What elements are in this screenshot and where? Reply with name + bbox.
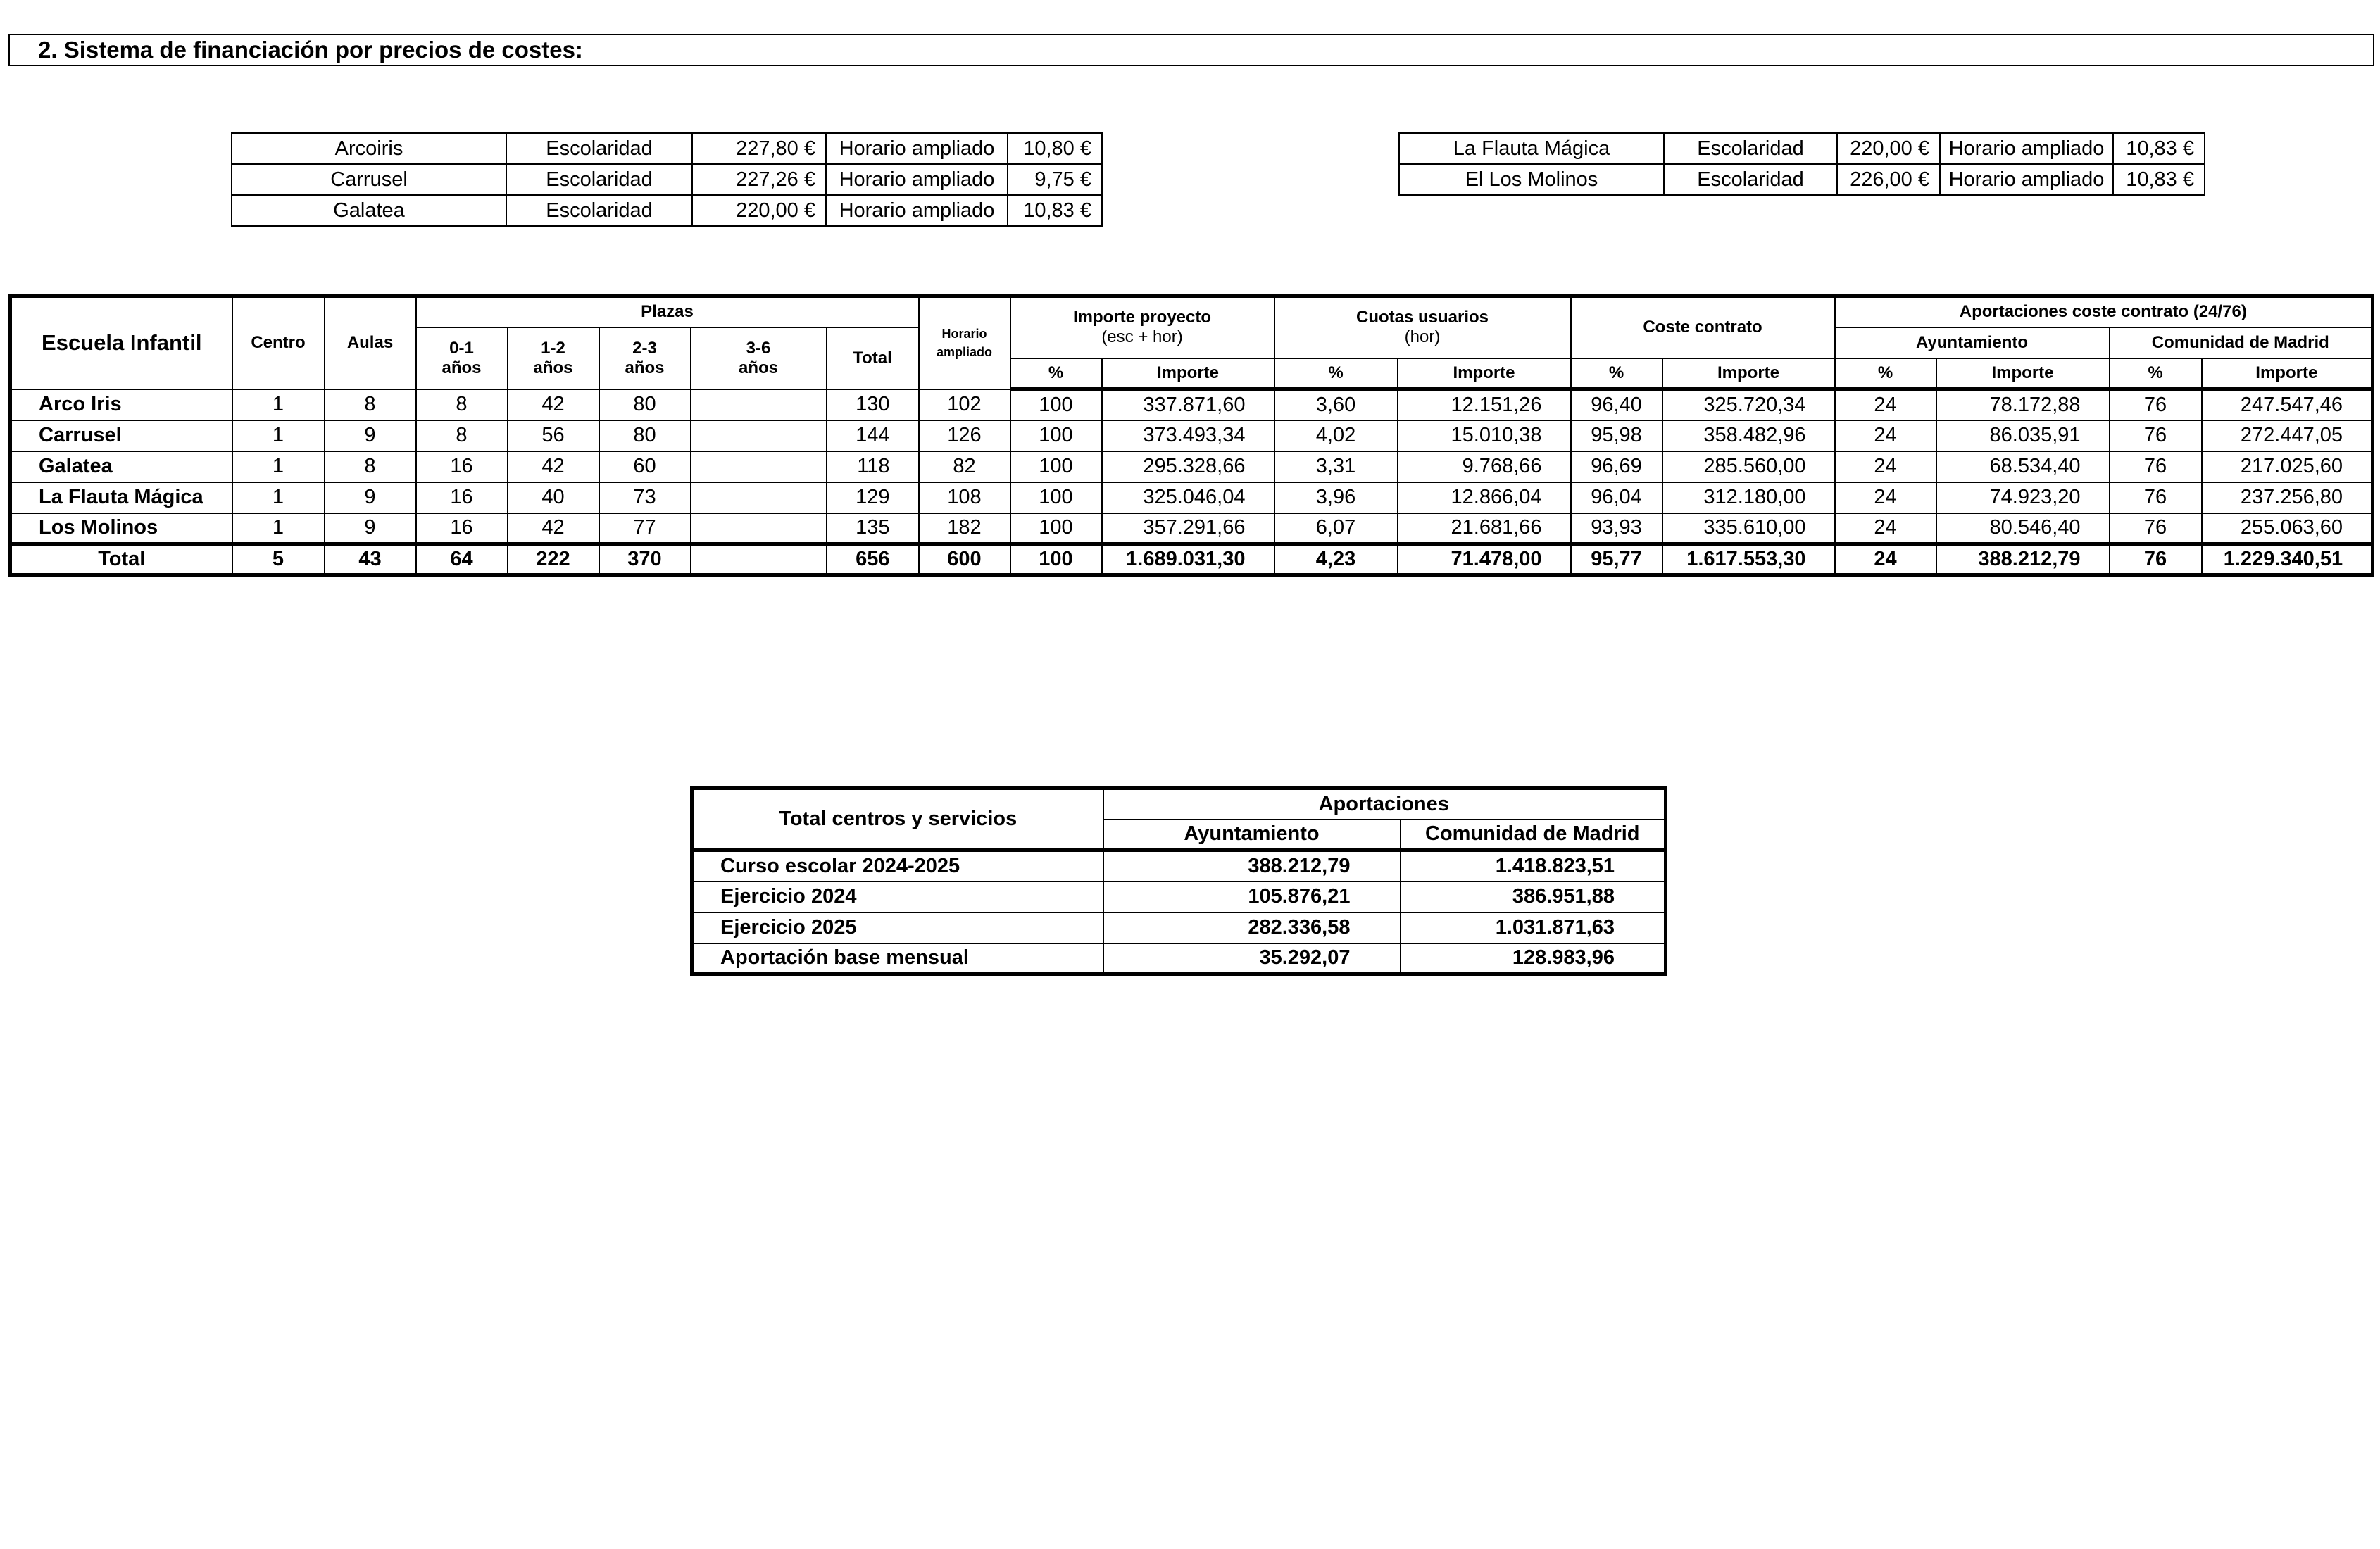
price-school: El Los Molinos <box>1399 164 1664 195</box>
cell-cm-imp: 247.547,46 <box>2202 389 2373 420</box>
price-row <box>1399 133 2205 164</box>
price-school: La Flauta Mágica <box>1399 133 1664 164</box>
cell-name: Galatea <box>11 451 232 482</box>
cell-total: 135 <box>827 513 919 544</box>
summary-header-comunidad: Comunidad de Madrid <box>1401 820 1666 851</box>
price-school: Carrusel <box>232 164 506 195</box>
cell-ay-pct: 24 <box>1835 513 1936 544</box>
cell-cc-pct: 96,04 <box>1571 482 1662 513</box>
cell-ay-pct: 24 <box>1835 451 1936 482</box>
cell-cm-imp: 237.256,80 <box>2202 482 2373 513</box>
age-unit: años <box>441 358 482 377</box>
header-plazas: Plazas <box>416 296 919 327</box>
price-row <box>1399 164 2205 195</box>
summary-header-left: Total centros y servicios <box>692 789 1103 851</box>
header-comunidad: Comunidad de Madrid <box>2110 327 2373 358</box>
header-ip-importe: Importe <box>1102 358 1274 389</box>
price-extra-label: Horario ampliado <box>826 133 1008 164</box>
table-row <box>11 513 2373 544</box>
cell-cm-pct: 76 <box>2110 389 2202 420</box>
cell-ip-imp: 1.689.031,30 <box>1102 544 1274 575</box>
cell-ip-pct: 100 <box>1010 451 1102 482</box>
price-school: Galatea <box>232 195 506 226</box>
cell-p12: 42 <box>508 513 599 544</box>
cell-p12: 40 <box>508 482 599 513</box>
cell-horario: 82 <box>919 451 1010 482</box>
cell-ay-pct: 24 <box>1835 544 1936 575</box>
header-ip-pct: % <box>1010 358 1102 389</box>
cell-total: 118 <box>827 451 919 482</box>
summary-comunidad: 1.031.871,63 <box>1401 913 1666 943</box>
cell-name: Total <box>11 544 232 575</box>
cell-cm-pct: 76 <box>2110 513 2202 544</box>
price-row <box>232 195 1102 226</box>
cell-p23: 77 <box>599 513 691 544</box>
table-row <box>11 451 2373 482</box>
cell-ip-imp: 357.291,66 <box>1102 513 1274 544</box>
cell-p23: 80 <box>599 420 691 451</box>
cell-p23: 370 <box>599 544 691 575</box>
cell-centro: 1 <box>232 513 325 544</box>
price-concept: Escolaridad <box>506 164 692 195</box>
price-extra-value: 10,83 € <box>2113 133 2205 164</box>
header-horario <box>919 296 1010 389</box>
cell-name: Carrusel <box>11 420 232 451</box>
header-cuotas-sub: (hor) <box>1404 327 1441 347</box>
cell-p12: 222 <box>508 544 599 575</box>
cell-cc-pct: 95,77 <box>1571 544 1662 575</box>
price-extra-label: Horario ampliado <box>826 195 1008 226</box>
cell-centro: 1 <box>232 482 325 513</box>
cell-horario: 102 <box>919 389 1010 420</box>
cell-ay-imp: 68.534,40 <box>1936 451 2110 482</box>
header-cc-importe: Importe <box>1662 358 1835 389</box>
cell-p12: 56 <box>508 420 599 451</box>
header-ayuntamiento: Ayuntamiento <box>1835 327 2110 358</box>
cell-cu-pct: 3,31 <box>1274 451 1398 482</box>
cell-horario: 126 <box>919 420 1010 451</box>
cell-cm-imp: 272.447,05 <box>2202 420 2373 451</box>
header-ay-pct: % <box>1835 358 1936 389</box>
cell-centro: 1 <box>232 420 325 451</box>
cell-cc-imp: 325.720,34 <box>1662 389 1835 420</box>
cell-aulas: 9 <box>325 482 416 513</box>
price-value: 227,80 € <box>692 133 826 164</box>
price-value: 227,26 € <box>692 164 826 195</box>
header-total: Total <box>827 327 919 389</box>
header-aportaciones: Aportaciones coste contrato (24/76) <box>1835 296 2373 327</box>
price-extra-value: 9,75 € <box>1008 164 1102 195</box>
summary-label: Aportación base mensual <box>692 943 1103 974</box>
cell-horario: 108 <box>919 482 1010 513</box>
cell-total: 144 <box>827 420 919 451</box>
cell-ip-imp: 295.328,66 <box>1102 451 1274 482</box>
cell-name: Los Molinos <box>11 513 232 544</box>
cell-cu-pct: 3,96 <box>1274 482 1398 513</box>
cell-aulas: 8 <box>325 451 416 482</box>
price-extra-value: 10,80 € <box>1008 133 1102 164</box>
cell-ay-imp: 74.923,20 <box>1936 482 2110 513</box>
header-cu-pct: % <box>1274 358 1398 389</box>
financing-table <box>8 294 2374 577</box>
cell-cc-pct: 95,98 <box>1571 420 1662 451</box>
age-unit: años <box>738 358 778 377</box>
cell-p36 <box>691 451 827 482</box>
price-concept: Escolaridad <box>506 195 692 226</box>
cell-ip-pct: 100 <box>1010 544 1102 575</box>
cell-cu-pct: 4,02 <box>1274 420 1398 451</box>
summary-ayuntamiento: 388.212,79 <box>1103 851 1401 882</box>
cell-cm-pct: 76 <box>2110 544 2202 575</box>
price-school: Arcoiris <box>232 133 506 164</box>
cell-cu-imp: 12.151,26 <box>1398 389 1571 420</box>
header-age-3-6 <box>691 327 827 389</box>
header-cc-pct: % <box>1571 358 1662 389</box>
price-extra-value: 10,83 € <box>1008 195 1102 226</box>
cell-p01: 8 <box>416 389 508 420</box>
cell-p36 <box>691 544 827 575</box>
age-unit: años <box>625 358 665 377</box>
cell-p01: 16 <box>416 451 508 482</box>
cell-cu-imp: 15.010,38 <box>1398 420 1571 451</box>
price-extra-value: 10,83 € <box>2113 164 2205 195</box>
cell-cm-pct: 76 <box>2110 420 2202 451</box>
summary-row <box>692 913 1666 943</box>
summary-label: Ejercicio 2024 <box>692 882 1103 913</box>
cell-cc-imp: 312.180,00 <box>1662 482 1835 513</box>
header-cuotas-usuarios <box>1274 296 1571 358</box>
header-centro: Centro <box>232 296 325 389</box>
cell-ip-pct: 100 <box>1010 389 1102 420</box>
price-extra-label: Horario ampliado <box>1940 133 2113 164</box>
cell-ay-pct: 24 <box>1835 420 1936 451</box>
cell-p01: 16 <box>416 513 508 544</box>
price-concept: Escolaridad <box>506 133 692 164</box>
summary-header-ayuntamiento: Ayuntamiento <box>1103 820 1401 851</box>
cell-centro: 1 <box>232 389 325 420</box>
price-concept: Escolaridad <box>1664 133 1837 164</box>
header-cm-importe: Importe <box>2202 358 2373 389</box>
cell-cm-imp: 1.229.340,51 <box>2202 544 2373 575</box>
header-cu-importe: Importe <box>1398 358 1571 389</box>
cell-cu-pct: 4,23 <box>1274 544 1398 575</box>
summary-comunidad: 386.951,88 <box>1401 882 1666 913</box>
cell-p23: 73 <box>599 482 691 513</box>
cell-cm-pct: 76 <box>2110 451 2202 482</box>
age-unit: años <box>533 358 573 377</box>
cell-p01: 16 <box>416 482 508 513</box>
cell-p36 <box>691 513 827 544</box>
summary-row <box>692 882 1666 913</box>
price-table-left <box>231 132 1103 227</box>
cell-aulas: 9 <box>325 420 416 451</box>
summary-label: Ejercicio 2025 <box>692 913 1103 943</box>
cell-aulas: 8 <box>325 389 416 420</box>
cell-total: 130 <box>827 389 919 420</box>
cell-aulas: 9 <box>325 513 416 544</box>
age-range: 1-2 <box>541 338 565 358</box>
cell-ay-imp: 388.212,79 <box>1936 544 2110 575</box>
cell-ip-pct: 100 <box>1010 513 1102 544</box>
header-coste-contrato: Coste contrato <box>1571 296 1835 358</box>
cell-cc-pct: 93,93 <box>1571 513 1662 544</box>
header-ay-importe: Importe <box>1936 358 2110 389</box>
table-row <box>11 389 2373 420</box>
cell-ip-pct: 100 <box>1010 482 1102 513</box>
table-row <box>11 482 2373 513</box>
cell-cc-pct: 96,69 <box>1571 451 1662 482</box>
cell-cm-imp: 217.025,60 <box>2202 451 2373 482</box>
cell-p01: 64 <box>416 544 508 575</box>
price-value: 220,00 € <box>692 195 826 226</box>
cell-p23: 80 <box>599 389 691 420</box>
cell-p36 <box>691 389 827 420</box>
price-extra-label: Horario ampliado <box>1940 164 2113 195</box>
cell-centro: 1 <box>232 451 325 482</box>
summary-label: Curso escolar 2024-2025 <box>692 851 1103 882</box>
cell-ip-imp: 373.493,34 <box>1102 420 1274 451</box>
cell-p12: 42 <box>508 451 599 482</box>
age-range: 0-1 <box>449 338 474 358</box>
header-cuotas-title: Cuotas usuarios <box>1355 308 1489 327</box>
total-row <box>11 544 2373 575</box>
summary-ayuntamiento: 282.336,58 <box>1103 913 1401 943</box>
header-importe-proyecto-sub: (esc + hor) <box>1101 327 1183 347</box>
cell-p36 <box>691 482 827 513</box>
cell-p12: 42 <box>508 389 599 420</box>
cell-name: Arco Iris <box>11 389 232 420</box>
cell-p01: 8 <box>416 420 508 451</box>
cell-centro: 5 <box>232 544 325 575</box>
cell-ay-imp: 86.035,91 <box>1936 420 2110 451</box>
cell-ip-pct: 100 <box>1010 420 1102 451</box>
header-importe-proyecto <box>1010 296 1274 358</box>
cell-total: 129 <box>827 482 919 513</box>
table-row <box>11 420 2373 451</box>
price-row <box>232 164 1102 195</box>
header-aulas: Aulas <box>325 296 416 389</box>
price-row <box>232 133 1102 164</box>
cell-ip-imp: 325.046,04 <box>1102 482 1274 513</box>
age-range: 2-3 <box>632 338 657 358</box>
header-horario-line2: ampliado <box>936 345 992 360</box>
cell-p23: 60 <box>599 451 691 482</box>
summary-ayuntamiento: 35.292,07 <box>1103 943 1401 974</box>
header-age-1-2 <box>508 327 599 389</box>
cell-cc-imp: 285.560,00 <box>1662 451 1835 482</box>
cell-cu-pct: 6,07 <box>1274 513 1398 544</box>
section-title: 2. Sistema de financiación por precios de costes: <box>8 34 2374 66</box>
age-range: 3-6 <box>746 338 771 358</box>
summary-comunidad: 1.418.823,51 <box>1401 851 1666 882</box>
cell-horario: 600 <box>919 544 1010 575</box>
summary-ayuntamiento: 105.876,21 <box>1103 882 1401 913</box>
header-importe-proyecto-title: Importe proyecto <box>1072 308 1212 327</box>
cell-ay-pct: 24 <box>1835 482 1936 513</box>
header-escuela: Escuela Infantil <box>11 296 232 389</box>
cell-cc-imp: 358.482,96 <box>1662 420 1835 451</box>
price-concept: Escolaridad <box>1664 164 1837 195</box>
cell-cm-imp: 255.063,60 <box>2202 513 2373 544</box>
price-value: 220,00 € <box>1837 133 1940 164</box>
cell-ay-pct: 24 <box>1835 389 1936 420</box>
summary-header-group: Aportaciones <box>1103 789 1666 820</box>
cell-p36 <box>691 420 827 451</box>
summary-table <box>690 786 1667 976</box>
summary-row <box>692 851 1666 882</box>
cell-cc-pct: 96,40 <box>1571 389 1662 420</box>
cell-cu-pct: 3,60 <box>1274 389 1398 420</box>
cell-cc-imp: 335.610,00 <box>1662 513 1835 544</box>
cell-cu-imp: 9.768,66 <box>1398 451 1571 482</box>
cell-cu-imp: 12.866,04 <box>1398 482 1571 513</box>
price-extra-label: Horario ampliado <box>826 164 1008 195</box>
cell-ip-imp: 337.871,60 <box>1102 389 1274 420</box>
price-value: 226,00 € <box>1837 164 1940 195</box>
header-age-0-1 <box>416 327 508 389</box>
cell-name: La Flauta Mágica <box>11 482 232 513</box>
cell-ay-imp: 78.172,88 <box>1936 389 2110 420</box>
header-age-2-3 <box>599 327 691 389</box>
cell-total: 656 <box>827 544 919 575</box>
cell-cu-imp: 21.681,66 <box>1398 513 1571 544</box>
cell-ay-imp: 80.546,40 <box>1936 513 2110 544</box>
header-horario-line1: Horario <box>941 327 987 341</box>
summary-row <box>692 943 1666 974</box>
cell-aulas: 43 <box>325 544 416 575</box>
cell-cm-pct: 76 <box>2110 482 2202 513</box>
cell-cu-imp: 71.478,00 <box>1398 544 1571 575</box>
cell-cc-imp: 1.617.553,30 <box>1662 544 1835 575</box>
summary-comunidad: 128.983,96 <box>1401 943 1666 974</box>
cell-horario: 182 <box>919 513 1010 544</box>
header-cm-pct: % <box>2110 358 2202 389</box>
price-table-right <box>1398 132 2205 196</box>
